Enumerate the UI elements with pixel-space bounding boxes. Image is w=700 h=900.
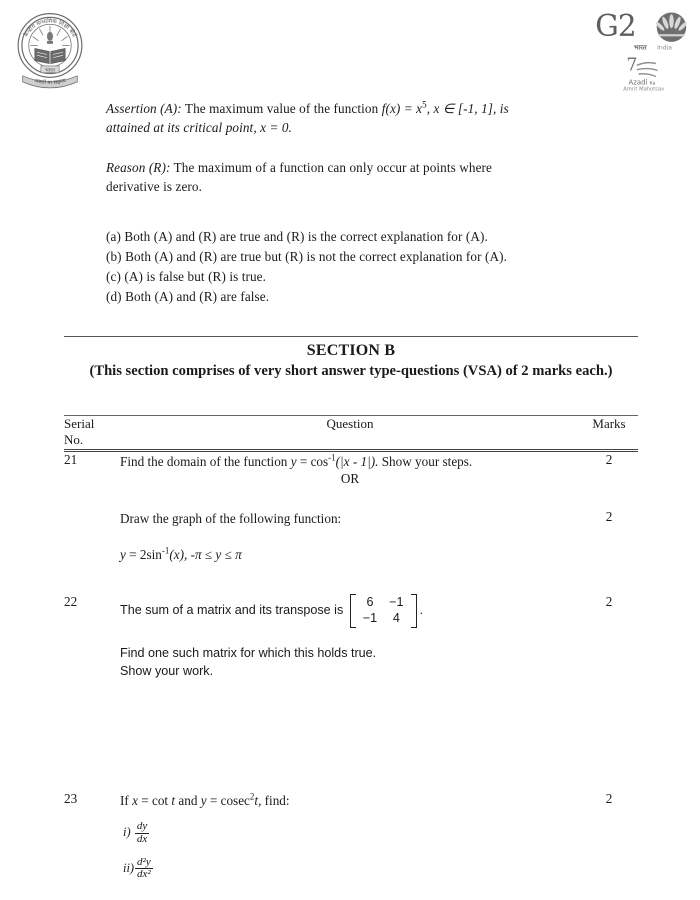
- page-header: [0, 0, 700, 96]
- q23-and: and: [175, 793, 201, 809]
- q22-text: The sum of a matrix and its transpose is: [120, 603, 347, 618]
- q23-d2ydx2-numerator: d²y: [137, 855, 151, 868]
- section-title: SECTION B: [306, 342, 396, 360]
- svg-text:भारत: भारत: [633, 43, 647, 52]
- q21-alt-rest: = 2sin: [125, 546, 162, 562]
- q23-sup: 2: [249, 791, 255, 802]
- question-serial-22: 22: [64, 594, 78, 610]
- question-body-23: [120, 681, 580, 880]
- svg-text:Amrit Mahotsav: Amrit Mahotsav: [623, 86, 665, 92]
- q21-prefix: Find the domain of the function: [120, 453, 291, 469]
- question-body-21-alt: [120, 487, 580, 564]
- assertion-exponent: 5: [422, 99, 427, 110]
- reason-sentence-part1: The maximum of a function can only occur at points where: [173, 160, 492, 176]
- q21-var-y: y: [290, 453, 297, 469]
- section-subtitle: (This section comprises of very short answer type-questions (VSA) of 2 marks each.): [89, 363, 613, 380]
- q22-line3: Show your work.: [120, 664, 214, 679]
- or-row: [64, 471, 638, 487]
- table-row: [64, 681, 638, 880]
- question-marks-22: 2: [605, 594, 613, 610]
- question-marks-21-alt: 2: [605, 508, 613, 524]
- assertion-label: Assertion (A):: [106, 101, 182, 116]
- table-row: [64, 564, 638, 681]
- q21-alt-y: y: [120, 546, 126, 562]
- q21-suffix: Show your steps.: [378, 453, 473, 469]
- answer-options-list: [106, 227, 638, 307]
- q23-sub-i-label: i): [123, 825, 131, 840]
- question-body-22: [120, 564, 580, 681]
- assertion-sentence-part1: The maximum value of the function: [184, 101, 382, 116]
- q23-line1: [120, 791, 580, 810]
- q21-alt-equation: [120, 545, 580, 564]
- q23-var-t: t: [171, 793, 176, 809]
- matrix-cell-r1c1: 4: [392, 610, 400, 625]
- serial-header-line2: No.: [64, 432, 84, 448]
- q23-subitem-i: [123, 821, 580, 845]
- assertion-text: [106, 100, 638, 137]
- or-spacer-left: [64, 471, 120, 487]
- q23-var-y: y: [200, 793, 207, 809]
- question-marks-21: 2: [605, 451, 613, 467]
- assertion-block: [106, 100, 638, 137]
- section-b-block: [64, 336, 638, 381]
- q23-subitem-ii: [123, 857, 580, 881]
- q23-cosec: = cosec: [206, 793, 250, 809]
- table-row-alt: [64, 487, 638, 564]
- assertion-sentence-part3: attained at its critical point, x = 0.: [106, 119, 292, 135]
- reason-sentence-part2: derivative is zero.: [106, 179, 203, 195]
- q21-arg: (|x - 1|).: [335, 453, 379, 469]
- cbse-emblem-logo: [12, 6, 88, 94]
- q23-var-t2: t: [254, 793, 259, 809]
- q23-dydx-numerator: dy: [136, 820, 148, 833]
- svg-text:भारत: भारत: [45, 67, 55, 74]
- q22-period: .: [419, 603, 423, 618]
- q21-sup: -1: [328, 452, 336, 463]
- svg-text:India: India: [657, 44, 672, 52]
- question-table-wrap: [64, 415, 638, 881]
- q23-cot: = cot: [137, 793, 172, 809]
- svg-text:7: 7: [626, 55, 638, 76]
- q23-dydx-denominator: dx: [136, 833, 148, 846]
- q21-alt-sup: -1: [161, 545, 170, 556]
- column-header-question: Question: [326, 416, 374, 432]
- q23-find: , find:: [258, 793, 290, 809]
- document-content: [0, 100, 700, 881]
- svg-text:Azadi Ka: Azadi Ka: [628, 78, 656, 87]
- serial-header-line1: Serial: [64, 416, 95, 432]
- question-table: [64, 416, 638, 449]
- assertion-function: f(x) = x: [381, 101, 423, 116]
- table-head: [64, 416, 638, 449]
- g20-india-logo: [590, 4, 694, 92]
- reason-text: [106, 159, 638, 196]
- svg-text:केन्द्रीय माध्यमिक शिक्षा बोर्: केन्द्रीय माध्यमिक शिक्षा बोर्ड: [23, 18, 77, 39]
- question-body-21: [120, 452, 580, 471]
- q23-d2ydx2-denominator: dx²: [137, 868, 151, 881]
- q22-line2: Find one such matrix for which this holds true.: [120, 645, 377, 660]
- option-c[interactable]: (c) (A) is false but (R) is true.: [106, 269, 267, 285]
- q22-line1: [120, 594, 580, 627]
- matrix-cell-r0c0: 6: [366, 595, 374, 610]
- assertion-domain: , x ∈ [-1, 1], is: [426, 101, 509, 116]
- column-header-serial: [64, 416, 120, 449]
- question-serial-23: 23: [64, 791, 78, 807]
- table-row: [64, 452, 638, 471]
- q21-eq: = cos: [296, 453, 329, 469]
- question-serial-21: 21: [64, 451, 78, 467]
- q21-alt-tail: (x), -π ≤ y ≤ π: [169, 546, 242, 562]
- q23-if: If: [120, 793, 133, 809]
- svg-text:G2: G2: [595, 8, 636, 43]
- q21-alt-instruction: Draw the graph of the following function:: [120, 510, 342, 526]
- alt-serial-blank: [64, 487, 120, 564]
- matrix-cell-r0c1: −1: [389, 595, 404, 610]
- option-d[interactable]: (d) Both (A) and (R) are false.: [106, 289, 270, 305]
- option-b[interactable]: (b) Both (A) and (R) are true but (R) is not the correct explanation for (A).: [106, 249, 507, 264]
- or-spacer-right: [580, 471, 638, 487]
- table-header-row: [64, 416, 638, 449]
- q23-var-x: x: [132, 793, 138, 809]
- or-label: OR: [340, 470, 360, 486]
- matrix-cell-r1c0: −1: [362, 610, 378, 625]
- column-header-marks: Marks: [592, 416, 626, 432]
- section-top-rule: [64, 336, 638, 337]
- q22-matrix: [350, 594, 417, 627]
- reason-label: Reason (R):: [106, 160, 171, 176]
- question-marks-23: 2: [605, 791, 613, 807]
- svg-text:असतो मा सद्गमय: असतो मा सद्गमय: [33, 77, 67, 87]
- reason-block: [106, 159, 638, 196]
- question-rows-table: [64, 452, 638, 881]
- q23-fraction-d2ydx2: [135, 857, 153, 881]
- option-a[interactable]: (a) Both (A) and (R) are true and (R) is the correct explanation for (A).: [106, 228, 488, 244]
- q23-sub-ii-label: ii): [123, 860, 135, 875]
- q23-fraction-dydx: [135, 821, 149, 845]
